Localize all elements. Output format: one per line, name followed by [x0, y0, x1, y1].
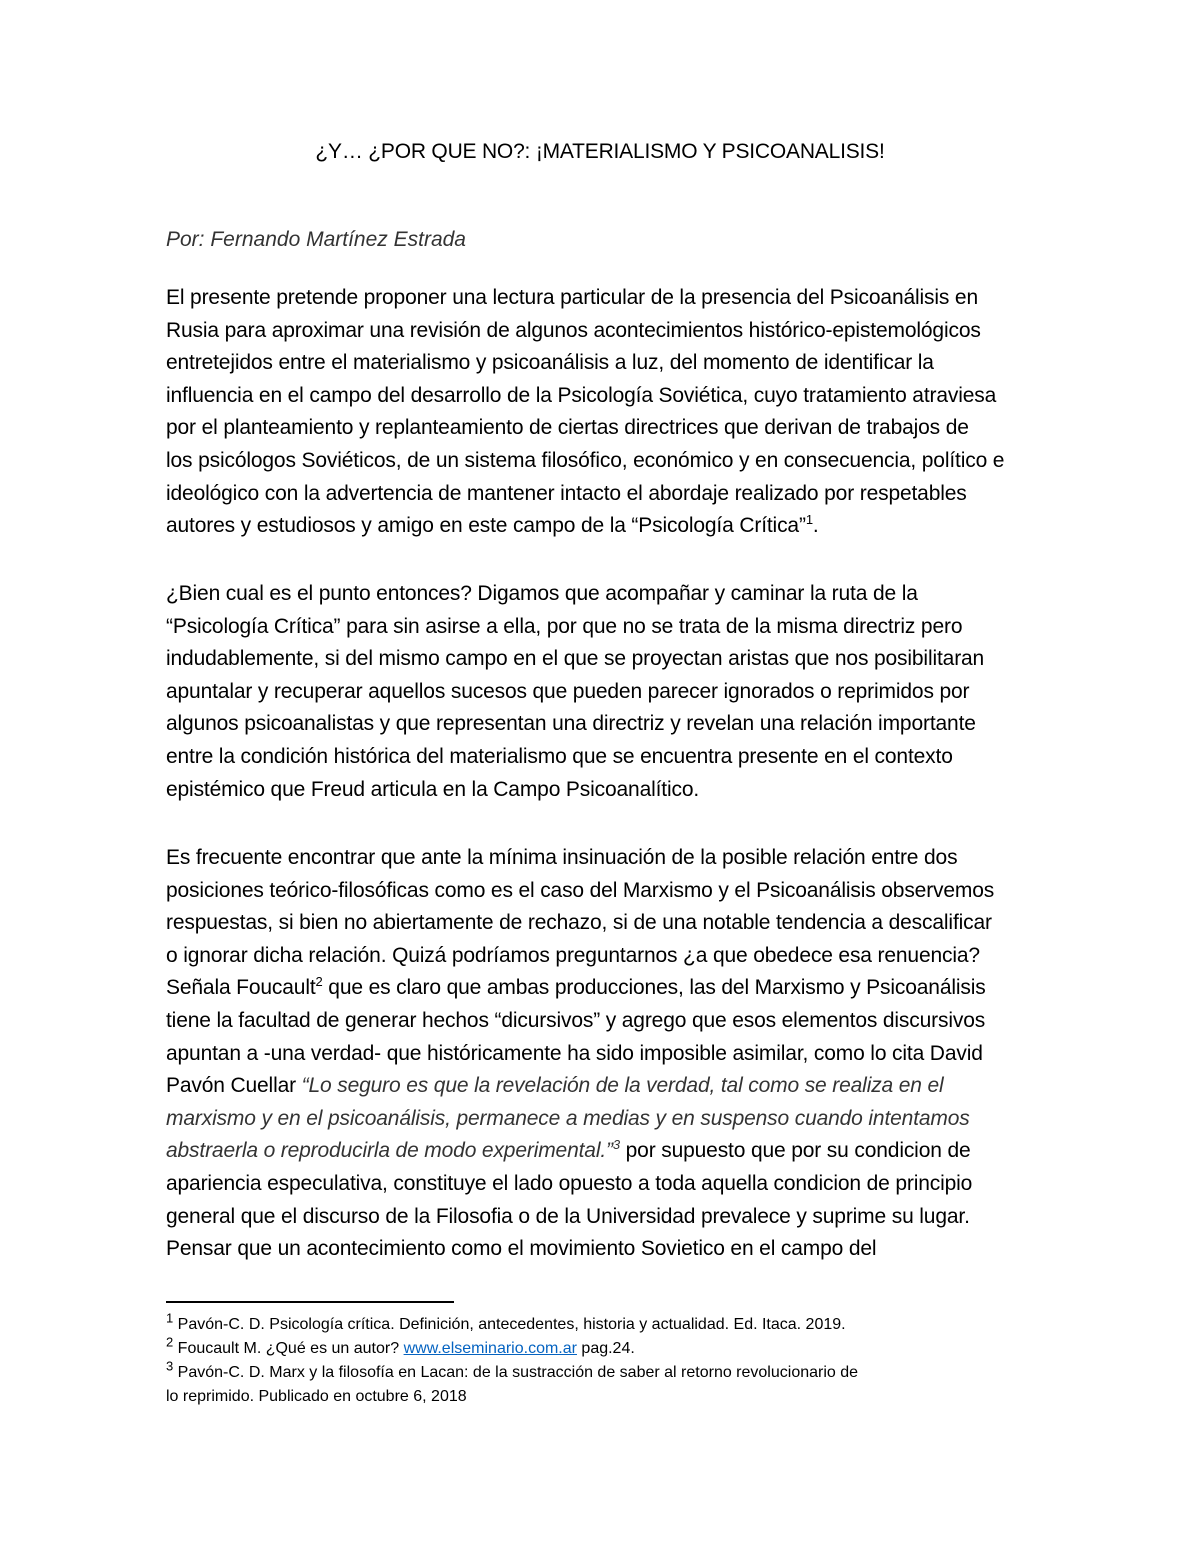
paragraph-line: influencia en el campo del desarrollo de la Psicología Soviética, cuyo tratamiento atraviesa: [166, 383, 997, 407]
footnotes: [166, 1310, 1046, 1409]
footnote-number: 3: [166, 1358, 174, 1374]
footnote-text: Foucault M. ¿Qué es un autor?: [173, 1340, 404, 1357]
paragraph-line: general que el discurso de la Filosofia o de la Universidad prevalece y suprime su lugar.: [166, 1204, 970, 1228]
paragraph-line: respuestas, si bien no abiertamente de rechazo, si de una notable tendencia a descalificar: [166, 911, 992, 935]
paragraph-line: entre la condición histórica del materialismo que se encuentra presente en el contexto: [166, 744, 953, 768]
footnote-separator: [166, 1301, 454, 1303]
footnote-ref-3[interactable]: 3: [612, 1137, 620, 1153]
footnote-ref-2[interactable]: 2: [315, 974, 323, 990]
footnote-text: pag.24.: [576, 1340, 635, 1357]
paragraph-line: apuntan a -una verdad- que históricamente ha sido imposible asimilar, como lo cita David: [166, 1041, 983, 1065]
paragraph-line: indudablemente, si del mismo campo en el que se proyectan aristas que nos posibilitaran: [166, 647, 985, 671]
paragraph-line: [166, 1070, 1046, 1103]
paragraph-line: los psicólogos Soviéticos, de un sistema filosófico, económico y en consecuencia, político e: [166, 448, 1005, 472]
paragraph-line: algunos psicoanalistas y que representan una directriz y revelan una relación importante: [166, 712, 976, 736]
footnote-2: [166, 1334, 1046, 1361]
author-line: Por: Fernando Martínez Estrada: [166, 228, 466, 251]
document-title: ¿Y… ¿POR QUE NO?: ¡MATERIALISMO Y PSICOANALISIS!: [315, 140, 885, 163]
paragraph-3: [166, 842, 1046, 1266]
footnote-3-continued: lo reprimido. Publicado en octubre 6, 2018: [166, 1388, 467, 1405]
paragraph-line: ideológico con la advertencia de mantener intacto el abordaje realizado por respetables: [166, 481, 967, 505]
footnote-text: Pavón-C. D. Marx y la filosofía en Lacan: de la sustracción de saber al retorno revolucionario de: [173, 1364, 859, 1381]
paragraph-line: tiene la facultad de generar hechos “dicursivos” y agrego que esos elementos discursivos: [166, 1008, 986, 1032]
text-run: que es claro que ambas producciones, las del Marxismo y Psicoanálisis: [322, 976, 986, 1000]
paragraph-line: El presente pretende proponer una lectura particular de la presencia del Psicoanálisis en: [166, 286, 978, 309]
paragraph-line: epistémico que Freud articula en la Campo Psicoanalítico.: [166, 777, 700, 801]
paragraph-2: [166, 578, 1046, 806]
text-run: por supuesto que por su condicion de: [619, 1139, 971, 1163]
footnote-3: [166, 1358, 1046, 1385]
paragraph-line: entretejidos entre el materialismo y psicoanálisis a luz, del momento de identificar la: [166, 351, 934, 375]
paragraph-line: ¿Bien cual es el punto entonces? Digamos que acompañar y caminar la ruta de la: [166, 582, 918, 605]
paragraph-line: apuntalar y recuperar aquellos sucesos que pueden parecer ignorados o reprimidos por: [166, 679, 970, 703]
paragraph-line: Rusia para aproximar una revisión de algunos acontecimientos histórico-epistemológicos: [166, 318, 981, 342]
paragraph-line: [166, 1135, 1046, 1168]
footnote-number: 2: [166, 1334, 174, 1350]
paragraph-line: apariencia especulativa, constituye el lado opuesto a toda aquella condicion de principio: [166, 1171, 973, 1195]
paragraph-line: Es frecuente encontrar que ante la mínima insinuación de la posible relación entre dos: [166, 846, 958, 869]
paragraph-line: [166, 972, 1046, 1005]
quote-text: abstraerla o reproducirla de modo experimental.”: [166, 1139, 613, 1163]
footnote-text: Pavón-C. D. Psicología crítica. Definición, antecedentes, historia y actualidad. Ed. Itaca. 2019.: [173, 1316, 846, 1333]
footnote-number: 1: [166, 1310, 174, 1326]
paragraph-line: “Psicología Crítica” para sin asirse a ella, por que no se trata de la misma directriz pero: [166, 614, 963, 638]
text-run: Señala Foucault: [166, 976, 316, 1000]
text-run: Pavón Cuellar: [166, 1074, 302, 1098]
paragraph-line: o ignorar dicha relación. Quizá podríamos preguntarnos ¿a que obedece esa renuencia?: [166, 943, 980, 967]
footnote-ref-1[interactable]: 1: [805, 512, 813, 528]
footnote-link[interactable]: www.elseminario.com.ar: [403, 1340, 577, 1357]
paragraph-line: [166, 510, 1046, 543]
paragraph-line: por el planteamiento y replanteamiento de ciertas directrices que derivan de trabajos de: [166, 416, 969, 440]
text-run: .: [812, 514, 819, 538]
paragraph-line: posiciones teórico-filosóficas como es el caso del Marxismo y el Psicoanálisis observemos: [166, 878, 995, 902]
quote-text: “Lo seguro es que la revelación de la verdad, tal como se realiza en el: [301, 1074, 944, 1098]
paragraph-line: Pensar que un acontecimiento como el movimiento Sovietico en el campo del: [166, 1237, 877, 1261]
footnote-1: [166, 1310, 1046, 1337]
paragraph-1: [166, 282, 1046, 543]
quote-line: marxismo y en el psicoanálisis, permanece a medias y en suspenso cuando intentamos: [166, 1106, 970, 1130]
text-run: autores y estudiosos y amigo en este campo de la “Psicología Crítica”: [166, 514, 806, 538]
